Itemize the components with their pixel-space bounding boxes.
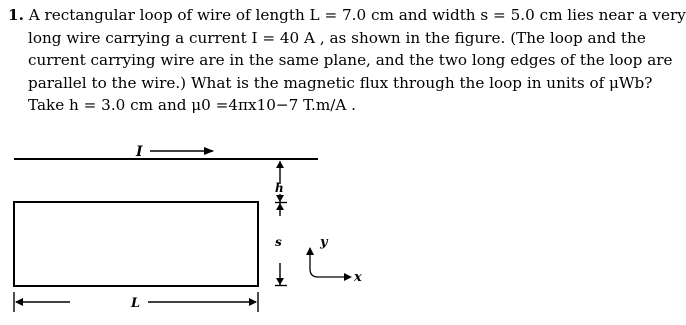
problem-text-line-3: current carrying wire are in the same plane, and the two long edges of the loop are — [28, 51, 673, 69]
h-arrowhead-bottom — [276, 195, 284, 202]
x-axis-label: x — [354, 270, 362, 285]
axes-lines — [310, 248, 350, 277]
s-arrowhead-bottom — [276, 278, 284, 285]
problem-text-line-2: long wire carrying a current I = 40 A , as shown in the figure. (The loop and the — [28, 28, 646, 47]
x-axis-arrowhead — [344, 273, 352, 281]
current-label: I — [136, 144, 143, 160]
problem-text-line-1: A rectangular loop of wire of length L = 7.0 cm and width s = 5.0 cm lies near a very — [28, 6, 686, 24]
L-arrowhead-left — [15, 298, 23, 306]
figure-diagram — [0, 140, 617, 325]
problem-text-line-4: parallel to the wire.) What is the magnetic flux through the loop in units of μWb? — [28, 73, 653, 92]
problem-line-5 — [8, 94, 612, 117]
problem-line-4 — [8, 72, 653, 95]
s-arrowhead-top — [276, 203, 284, 210]
figure — [0, 140, 617, 325]
y-axis-label: y — [320, 235, 328, 250]
problem-text-line-5: Take h = 3.0 cm and μ0 =4πx10−7 T.m/A . — [28, 96, 356, 114]
h-arrowhead-top — [276, 161, 284, 168]
y-axis-arrowhead — [306, 247, 314, 255]
problem-statement — [8, 4, 686, 117]
rectangular-loop — [14, 202, 258, 286]
L-label: L — [131, 296, 141, 311]
s-label: s — [275, 235, 282, 249]
problem-line-2 — [8, 27, 646, 50]
problem-number: 1. — [8, 6, 24, 24]
h-label: h — [275, 181, 284, 195]
problem-line-1 — [8, 4, 686, 27]
problem-line-3 — [8, 49, 673, 72]
L-arrowhead-right — [249, 298, 257, 306]
